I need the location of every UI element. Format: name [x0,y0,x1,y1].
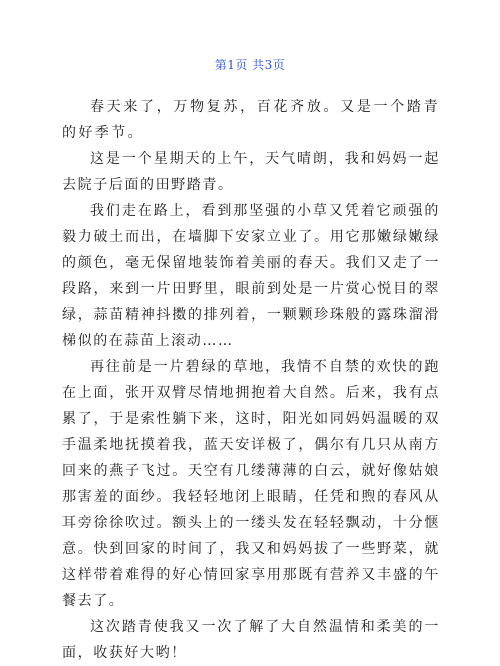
paragraph-1: 春天来了，万物复苏，百花齐放。又是一个踏青的好季节。 [62,99,440,141]
paragraph-3: 我们走在路上，看到那坚强的小草又凭着它顽强的毅力破土而出，在墙脚下安家立业了。用它那嫩绿嫩绿的颜色，毫无保留地装饰着美丽的春天。我们又走了一段路，来到一片田野里，眼前到处是一片赏心悦目的翠绿，蒜苗精神抖擞的排列着，一颗颗珍珠般的露珠溜滑梯似的在蒜苗上滚动…… [62,203,440,349]
paragraph-2: 这是一个星期天的上午，天气晴朗，我和妈妈一起去院子后面的田野踏青。 [62,151,440,193]
paragraph-5: 这次踏青使我又一次了解了大自然温情和柔美的一面，收获好大哟！ [62,619,440,661]
paragraph-4: 再往前是一片碧绿的草地，我情不自禁的欢快的跑在上面，张开双臂尽情地拥抱着大自然。后来，我有点累了，于是索性躺下来，这时，阳光如同妈妈温暖的双手温柔地抚摸着我，蓝天安详极了，偶尔有几只从南方回来的燕子飞过。天空有几缕薄薄的白云，就好像姑娘那害羞的面纱。我轻轻地闭上眼睛，任凭和煦的春风从耳旁徐徐吹过。额头上的一缕头发在轻轻飘动，十分惬意。快到回家的时间了，我又和妈妈拔了一些野菜，就这样带着难得的好心情回家享用那既有营养又丰盛的午餐去了。 [62,359,440,609]
page-number-header: 第1页 共3页 [214,58,286,72]
essay-body [62,94,440,666]
